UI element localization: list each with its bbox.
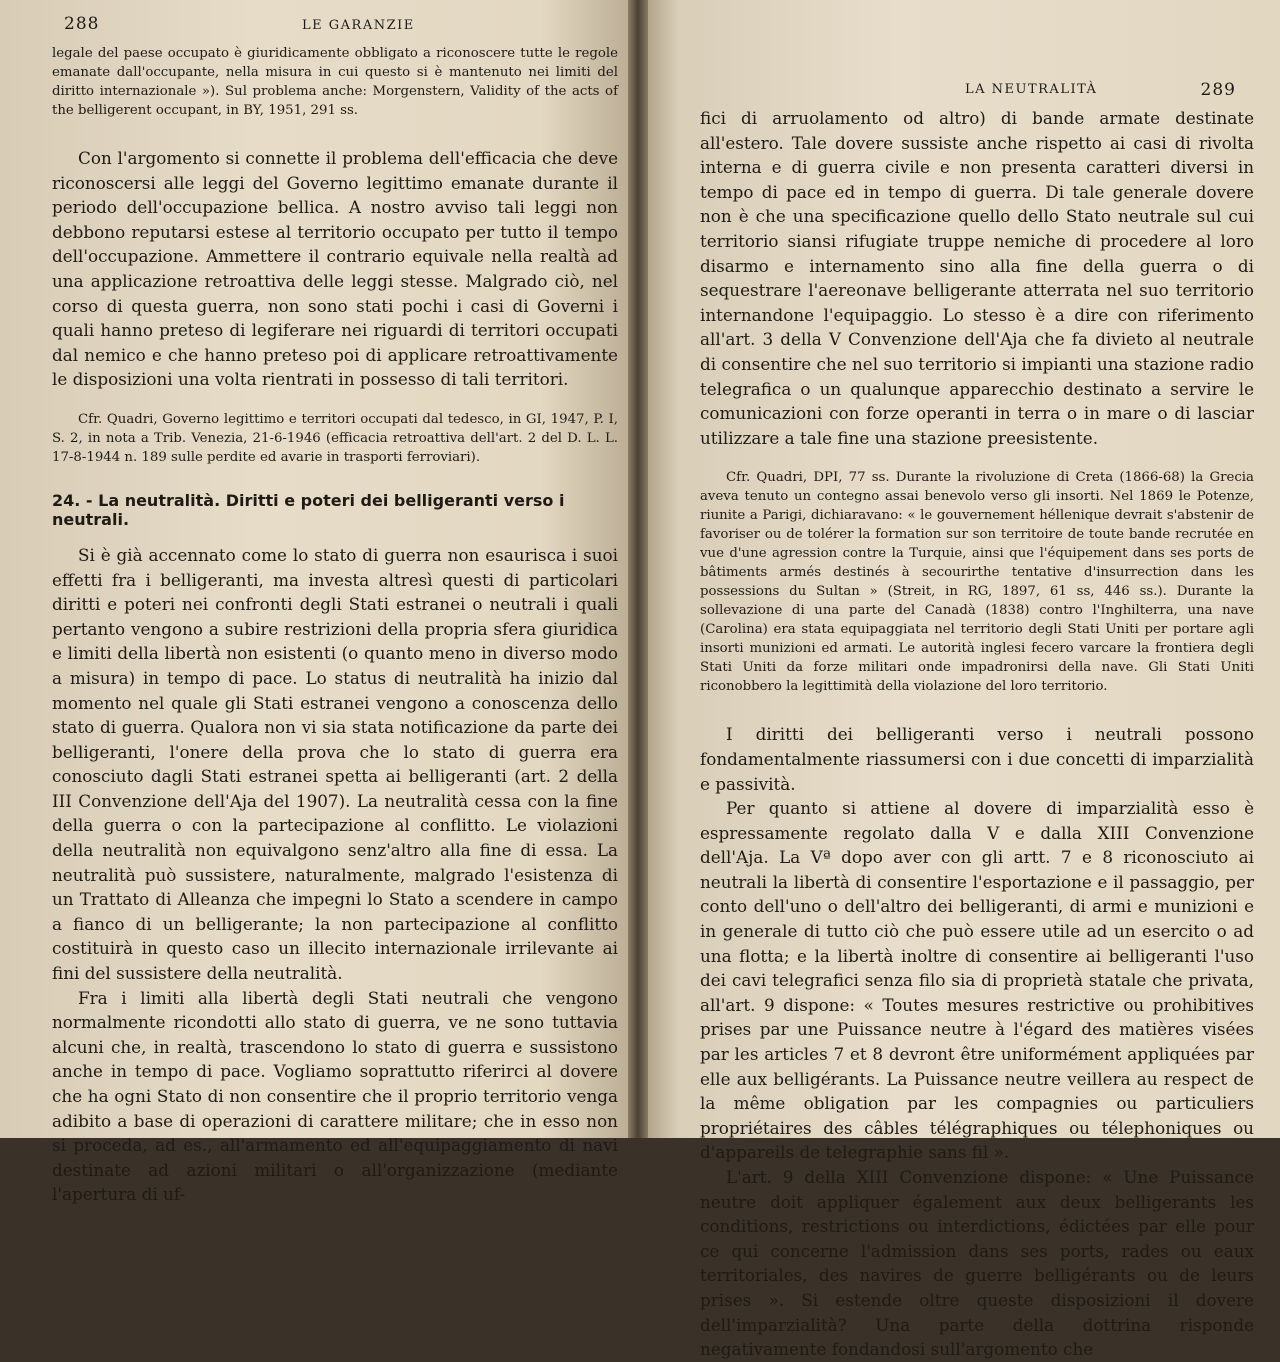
section-title: 24. - La neutralità. Diritti e poteri dei belligeranti verso i neutrali. (52, 490, 565, 529)
right-paragraph-3: Per quanto si attiene al dovere di imparzialità esso è espressamente regolato dalla V e dalla XIII Convenzione dell'Aja. La Vª dopo aver con gli artt. 7 e 8 riconosciuto ai neutrali la libertà di consentire l'esportazione e il passaggio, per conto dell'uno o dell'altro dei belligeranti, di armi e munizioni e in generale di tutto ciò che può essere utile ad un esercito o ad una flotta; e la libertà inoltre di consentire ai belligeranti l'uso dei cavi telegrafici senza filo sia di proprietà statale che privata, all'art. 9 dispone: « Toutes mesures restrictive ou prohibitives prises par une Puissance neutre à l'égard des matières visées par les articles 7 et 8 devront être uniformément appliquées par elle aux belligérants. La Puissance neutre veillera au respect de la même obligation par les compagnies ou particuliers propriétaires des câbles télégraphiques ou télephoniques ou d'appareils de telegraphie sans fil ». (700, 798, 1254, 1163)
right-page (640, 0, 1280, 1360)
right-paragraph-2: I diritti dei belligeranti verso i neutrali possono fondamentalmente riassumersi con i due concetti di imparzialità e passività. (700, 724, 1254, 794)
right-page-number: 289 (1200, 80, 1236, 100)
right-paragraph-1: fici di arruolamento od altro) di bande armate destinate all'estero. Tale dovere sussiste anche rispetto ai casi di rivolta interna e di guerra civile e non presenta caratteri diversi in tempo di pace ed in tempo di guerra. Di tale generale dovere non è che una specificazione quello dello Stato neutrale sul cui territorio siansi rifugiate truppe nemiche di procedere al loro disarmo e internamento sino alla fine della guerra o di sequestrare l'aereonave belligerante atterrata nel suo territorio internandone l'equipaggio. Lo stesso è a dire con riferimento all'art. 3 della V Convenzione dell'Aja che fa divieto al neutrale di consentire che nel suo territorio si impianti una stazione radio telegrafica o un qualunque apparecchio destinato a servire le comunicazioni con forze operanti in terra o in mare o di lasciar utilizzare a tale fine una stazione preesistente. (700, 108, 1254, 448)
right-footnote-1: Cfr. Quadri, DPI, 77 ss. Durante la rivoluzione di Creta (1866-68) la Grecia aveva tenuto un contegno assai benevolo verso gli insorti. Nel 1869 le Potenze, riunite a Parigi, dichiaravano: « le gouvernement héllenique devrait s'abstenir de favoriser ou de tolérer la formation sur son territoire de toute bande recrutée en vue d'une agression contre la Turquie, ainsi que l'équipement dans ses ports de bâtiments armés destinés à secourirthe tentative d'insurrection dans les possessions du Sultan » (Streit, in RG, 1897, 61 ss, 446 ss.). Durante la sollevazione di una parte del Canadà (1838) contro l'Inghilterra, una nave (Carolina) era stata equipaggiata nel territorio degli Stati Uniti per portare agli insorti munizioni ed armati. Le autorità inglesi fecero varcare la frontiera degli Stati Uniti da forze militari onde impadronirsi della nave. Gli Stati Uniti riconobbero la legittimità della violazione del loro territorio. (700, 470, 1254, 695)
left-page-header (52, 14, 618, 44)
left-paragraph-1: Con l'argomento si connette il problema dell'efficacia che deve riconoscersi alle leggi del Governo legittimo emanate durante il periodo dell'occupazione bellica. A nostro avviso tali leggi non debbono reputarsi estese al territorio occupato per tutto il tempo dell'occupazione. Ammettere il contrario equivale nella realtà ad una applicazione retroattiva delle leggi stesse. Malgrado ciò, nel corso di questa guerra, non sono stati pochi i casi di Governi i quali hanno preteso di legiferare nei riguardi di territori occupati dal nemico e che hanno preteso poi di applicare retroattivamente le disposizioni una volta rientrati in possesso di tali territori. (52, 148, 618, 390)
left-running-head: LE GARANZIE (302, 18, 415, 33)
left-page (0, 0, 636, 1205)
left-page-number: 288 (64, 14, 100, 34)
right-running-head: LA NEUTRALITÀ (965, 82, 1098, 97)
left-footnote-2: Cfr. Quadri, Governo legittimo e territori occupati dal tedesco, in GI, 1947, P. I, S. 2, in nota a Trib. Venezia, 21-6-1946 (efficacia retroattiva dell'art. 2 del D. L. L. 17-8-1944 n. 189 sulle perdite ed avarie in trasporti ferroviari). (52, 411, 618, 465)
right-page-header (700, 78, 1254, 106)
book-gutter (628, 0, 648, 1138)
left-top-footnote: legale del paese occupato è giuridicamente obbligato a riconoscere tutte le regole emanate dall'occupante, nella misura in cui questo si è mantenuto nei limiti del diritto internazionale »). Sul problema anche: Morgenstern, Validity of the acts of the belligerent occupant, in BY, 1951, 291 ss. (52, 46, 618, 118)
left-paragraph-2: Si è già accennato come lo stato di guerra non esaurisca i suoi effetti fra i belligeranti, ma investa altresì questi di particolari diritti e poteri nei confronti degli Stati estranei o neutrali i quali pertanto vengono a subire restrizioni della propria sfera giuridica e limiti della libertà non esistenti (o quanto meno in diverso modo a misura) in tempo di pace. Lo status di neutralità ha inizio dal momento nel quale gli Stati estranei vengono a conoscenza dello stato di guerra. Qualora non vi sia stata notificazione da parte dei belligeranti, l'onere della prova che lo stato di guerra era conosciuto dagli Stati estranei spetta ai belligeranti (art. 2 della III Convenzione dell'Aja del 1907). La neutralità cessa con la fine della guerra o con la partecipazione al conflitto. Le violazioni della neutralità non equivalgono senz'altro alla fine di essa. La neutralità può sussistere, naturalmente, malgrado l'esistenza di un Trattato di Alleanza che impegni lo Stato a scendere in campo a fianco di un belligerante; la non partecipazione al conflitto costituirà in questo caso un illecito internazionale irrilevante ai fini del sussistere della neutralità. (52, 544, 618, 984)
left-paragraph-3: Fra i limiti alla libertà degli Stati neutrali che vengono normalmente ricondotti allo stato di guerra, ve ne sono tuttavia alcuni che, in realtà, trascendono lo stato di guerra e sussistono anche in tempo di pace. Vogliamo soprattutto riferirci al dovere che ha ogni Stato di non consentire che il proprio territorio venga adibito a base di operazioni di carattere militare; che in esso non si proceda, ad es., all'armamento ed all'equipaggiamento di navi destinate ad azioni militari o all'organizzazione (mediante l'apertura di uf- (52, 987, 618, 1205)
right-paragraph-4: L'art. 9 della XIII Convenzione dispone: « Une Puissance neutre doit appliquer également aux deux belligerants les conditions, restrictions ou interdictions, édictées par elle pour ce qui concerne l'admission dans ses ports, rades ou eaux territoriales, des navires de guerre belligérants ou de leurs prises ». Si estende oltre queste disposizioni il dovere dell'imparzialità? Una parte della dottrina risponde negativamente fondandosi sull'argomento che (700, 1167, 1254, 1360)
